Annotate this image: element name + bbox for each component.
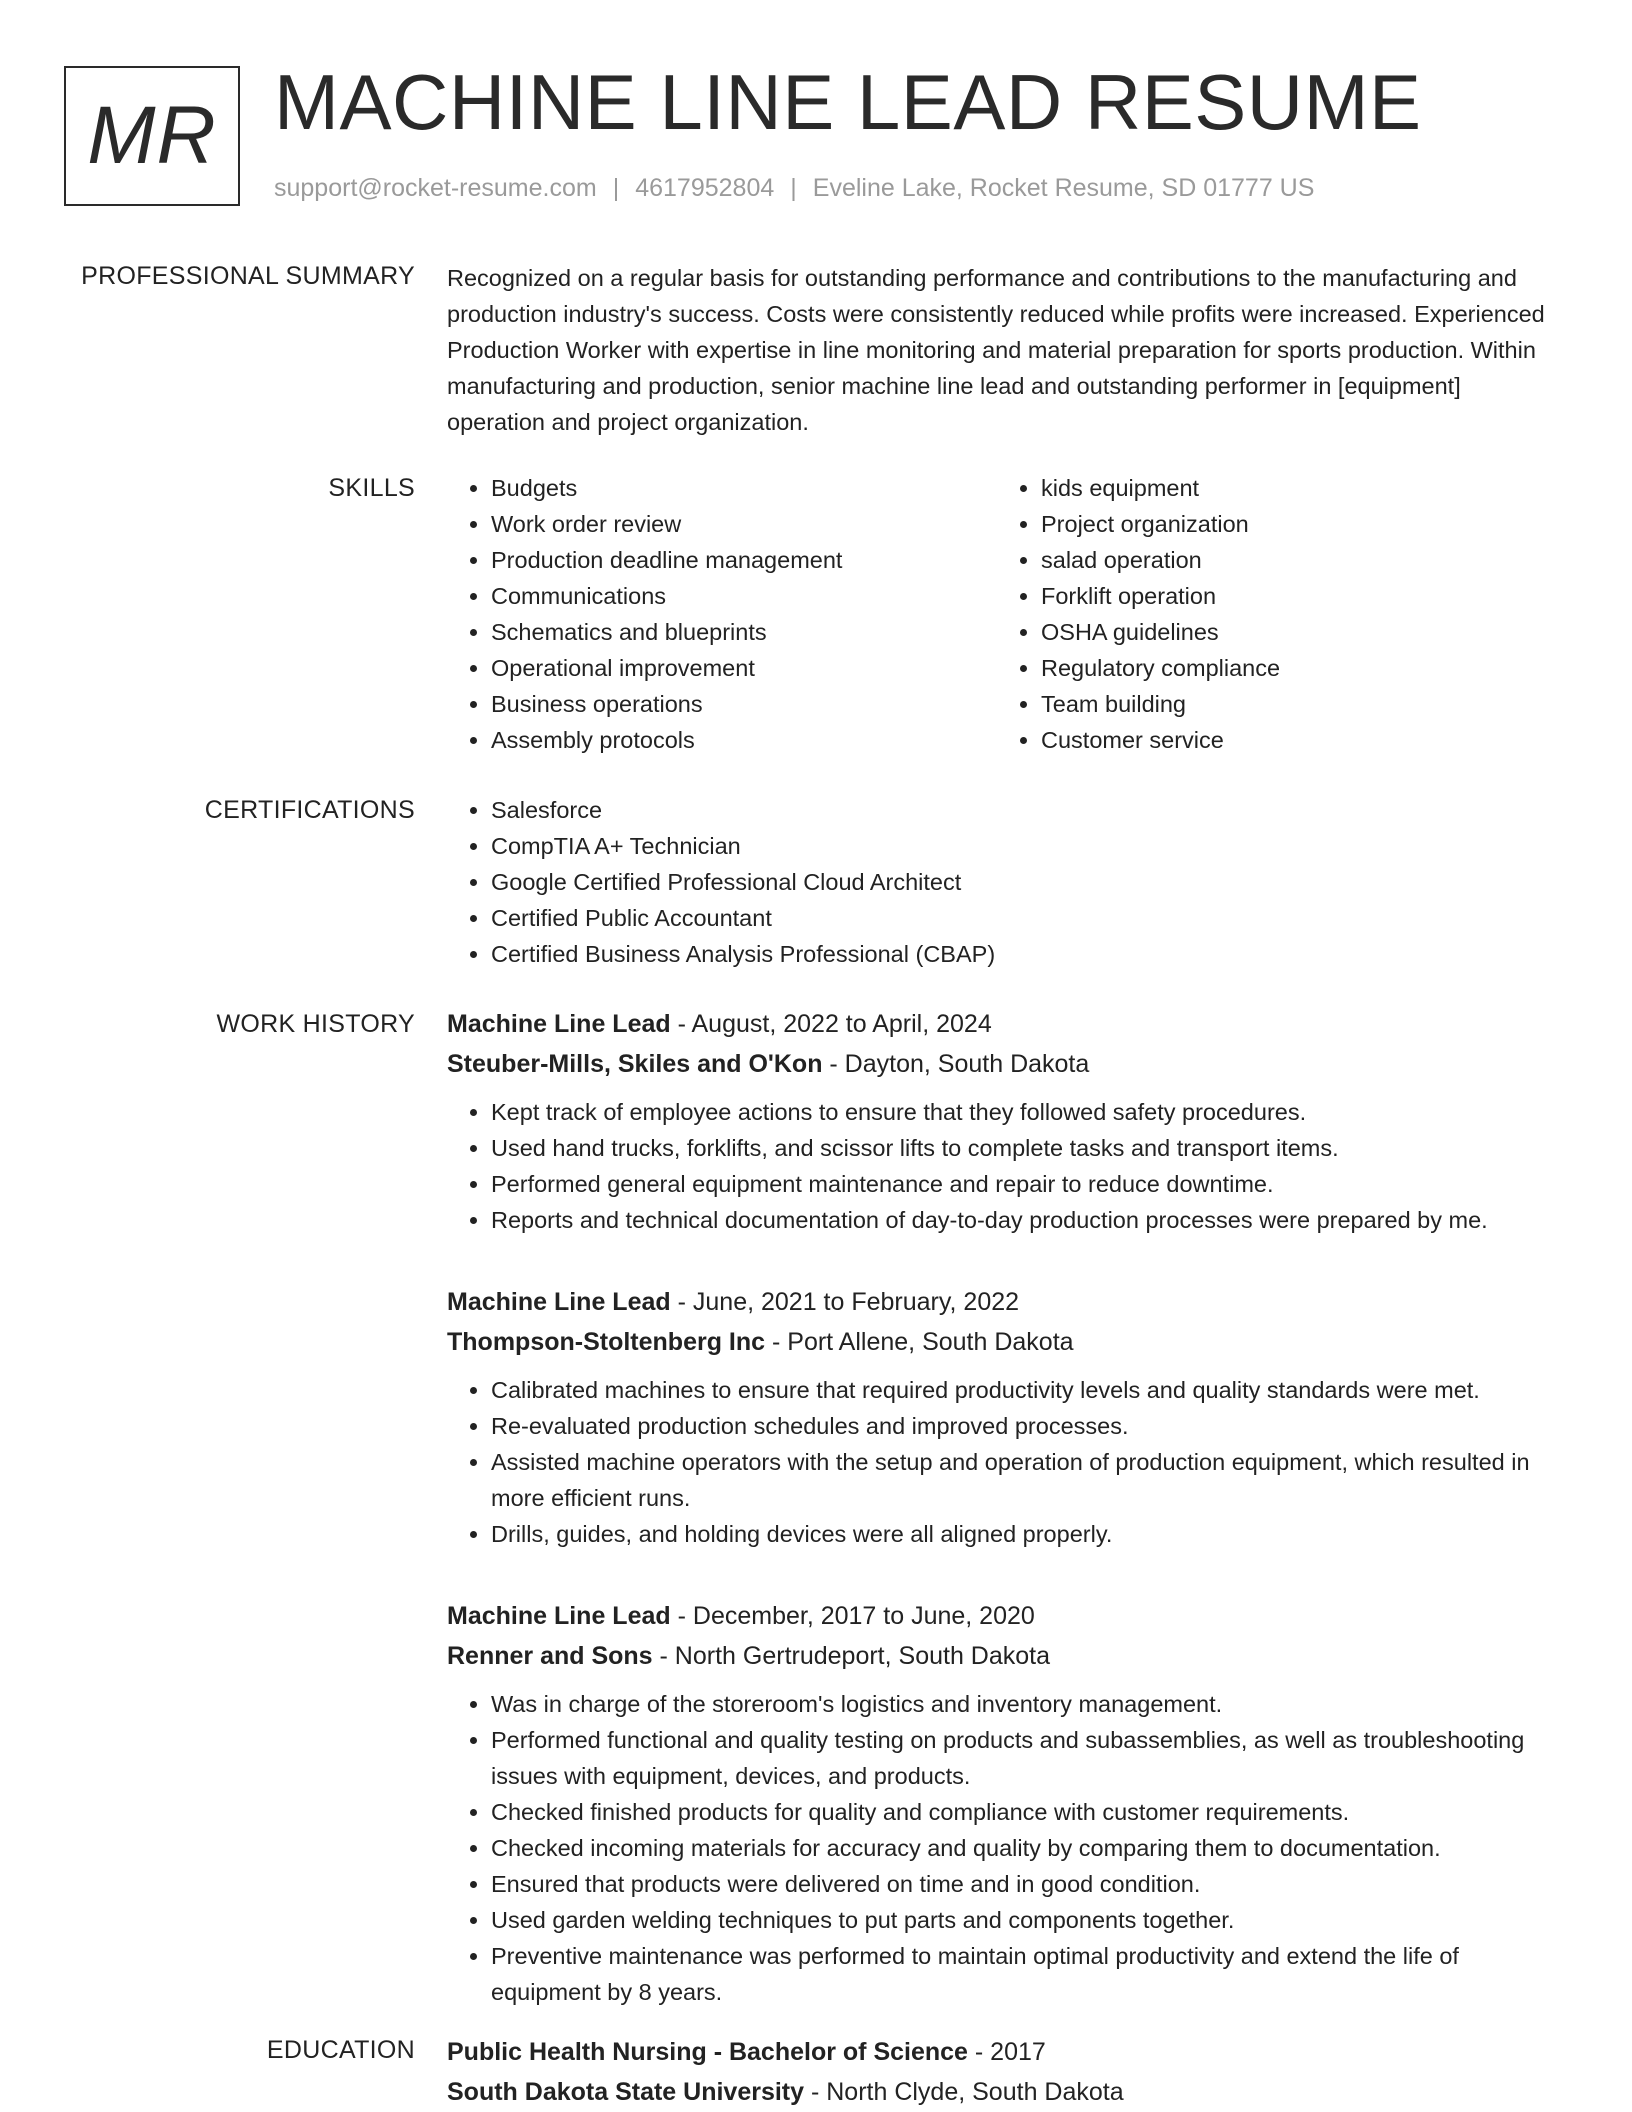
summary-text: Recognized on a regular basis for outstanding performance and contributions to the manufacturing and production industry's success. Costs were consistently reduced while profits were increased. Experienced Production Worker with expertise in line monitoring and material preparation for sports production. Within manufacturing and production, senior machine line lead and outstanding performer in [equipment] operation and project organization. <box>447 265 1545 435</box>
job-entry <box>447 1282 1547 1552</box>
job-dates: - December, 2017 to June, 2020 <box>670 1602 1035 1630</box>
work-label: WORK HISTORY <box>216 1010 415 1038</box>
job-company: Steuber-Mills, Skiles and O'Kon <box>447 1050 823 1078</box>
certifications-list <box>447 792 1547 972</box>
list-item: • Calibrated machines to ensure that required productivity levels and quality standards were met. <box>491 1372 1547 1408</box>
list-item: • Checked finished products for quality and compliance with customer requirements. <box>491 1794 1547 1830</box>
education-school: South Dakota State University <box>447 2078 805 2106</box>
education-year: - 2017 <box>967 2038 1046 2066</box>
job-title: Machine Line Lead <box>447 1602 671 1630</box>
contact-line <box>274 174 1314 203</box>
list-item: • Certified Public Accountant <box>491 900 1547 936</box>
job-company: Thompson-Stoltenberg Inc <box>447 1328 766 1356</box>
contact-email: support@rocket-resume.com <box>274 174 597 202</box>
job-location: - Dayton, South Dakota <box>822 1050 1090 1078</box>
list-item: • Customer service <box>1041 722 1547 758</box>
list-item: • Project organization <box>1041 506 1547 542</box>
education-degree: Public Health Nursing - Bachelor of Science <box>447 2038 968 2066</box>
list-item: • Was in charge of the storeroom's logistics and inventory management. <box>491 1686 1547 1722</box>
list-item: • Re-evaluated production schedules and improved processes. <box>491 1408 1547 1444</box>
work-content <box>447 1004 1547 2054</box>
list-item: • Business operations <box>491 686 997 722</box>
page-title: MACHINE LINE LEAD RESUME <box>274 58 1422 146</box>
list-item: • Drills, guides, and holding devices were all aligned properly. <box>491 1516 1547 1552</box>
skills-content <box>447 470 1547 758</box>
list-item: • Communications <box>491 578 997 614</box>
job-title-line <box>447 1004 1547 1044</box>
list-item: • Schematics and blueprints <box>491 614 997 650</box>
education-school-line <box>447 2072 1547 2112</box>
job-location: - Port Allene, South Dakota <box>765 1328 1074 1356</box>
contact-address: Eveline Lake, Rocket Resume, SD 01777 US <box>812 174 1315 202</box>
education-label: EDUCATION <box>266 2036 415 2064</box>
job-location: - North Gertrudeport, South Dakota <box>652 1642 1051 1670</box>
list-item: • Team building <box>1041 686 1547 722</box>
contact-phone: 4617952804 <box>635 174 775 202</box>
job-bullets <box>447 1686 1547 2010</box>
job-entry <box>447 1004 1547 1238</box>
job-company-line <box>447 1322 1547 1362</box>
list-item: • Used garden welding techniques to put parts and components together. <box>491 1902 1547 1938</box>
list-item: • Kept track of employee actions to ensure that they followed safety procedures. <box>491 1094 1547 1130</box>
certifications-content <box>447 792 1547 972</box>
list-item: • CompTIA A+ Technician <box>491 828 1547 864</box>
education-location: - North Clyde, South Dakota <box>804 2078 1124 2106</box>
list-item: • Salesforce <box>491 792 1547 828</box>
list-item: • Performed general equipment maintenance and repair to reduce downtime. <box>491 1166 1547 1202</box>
list-item: • salad operation <box>1041 542 1547 578</box>
job-dates: - June, 2021 to February, 2022 <box>670 1288 1020 1316</box>
monogram: MR <box>64 66 240 206</box>
job-bullets <box>447 1372 1547 1552</box>
list-item: • Assembly protocols <box>491 722 997 758</box>
list-item: • Google Certified Professional Cloud Architect <box>491 864 1547 900</box>
list-item: • Checked incoming materials for accuracy and quality by comparing them to documentation. <box>491 1830 1547 1866</box>
job-dates: - August, 2022 to April, 2024 <box>670 1010 992 1038</box>
job-entry <box>447 1596 1547 2010</box>
job-bullets <box>447 1094 1547 1238</box>
summary-content <box>447 260 1547 440</box>
skills-label: SKILLS <box>328 474 415 502</box>
list-item: • Budgets <box>491 470 997 506</box>
list-item: • Preventive maintenance was performed to maintain optimal productivity and extend the life of equipment by 8 years. <box>491 1938 1547 2010</box>
certifications-label: CERTIFICATIONS <box>204 796 415 824</box>
list-item: • Regulatory compliance <box>1041 650 1547 686</box>
skills-list-left <box>447 470 997 758</box>
list-item: • OSHA guidelines <box>1041 614 1547 650</box>
education-degree-line <box>447 2032 1547 2072</box>
job-company-line <box>447 1044 1547 1084</box>
job-company-line <box>447 1636 1547 1676</box>
job-title: Machine Line Lead <box>447 1288 671 1316</box>
list-item: • kids equipment <box>1041 470 1547 506</box>
contact-separator: | <box>612 174 620 202</box>
list-item: • Ensured that products were delivered on time and in good condition. <box>491 1866 1547 1902</box>
job-title-line <box>447 1596 1547 1636</box>
list-item: • Work order review <box>491 506 997 542</box>
list-item: • Forklift operation <box>1041 578 1547 614</box>
list-item: • Certified Business Analysis Professional (CBAP) <box>491 936 1547 972</box>
list-item: • Operational improvement <box>491 650 997 686</box>
summary-label: PROFESSIONAL SUMMARY <box>81 262 415 290</box>
job-company: Renner and Sons <box>447 1642 653 1670</box>
list-item: • Reports and technical documentation of day-to-day production processes were prepared by me. <box>491 1202 1547 1238</box>
list-item: • Used hand trucks, forklifts, and scissor lifts to complete tasks and transport items. <box>491 1130 1547 1166</box>
list-item: • Assisted machine operators with the setup and operation of production equipment, which resulted in more efficient runs. <box>491 1444 1547 1516</box>
job-title: Machine Line Lead <box>447 1010 671 1038</box>
contact-separator: | <box>790 174 797 202</box>
education-content <box>447 2032 1547 2112</box>
job-title-line <box>447 1282 1547 1322</box>
list-item: • Performed functional and quality testing on products and subassemblies, as well as troubleshooting issues with equipment, devices, and products. <box>491 1722 1547 1794</box>
list-item: • Production deadline management <box>491 542 997 578</box>
skills-list-right <box>997 470 1547 758</box>
